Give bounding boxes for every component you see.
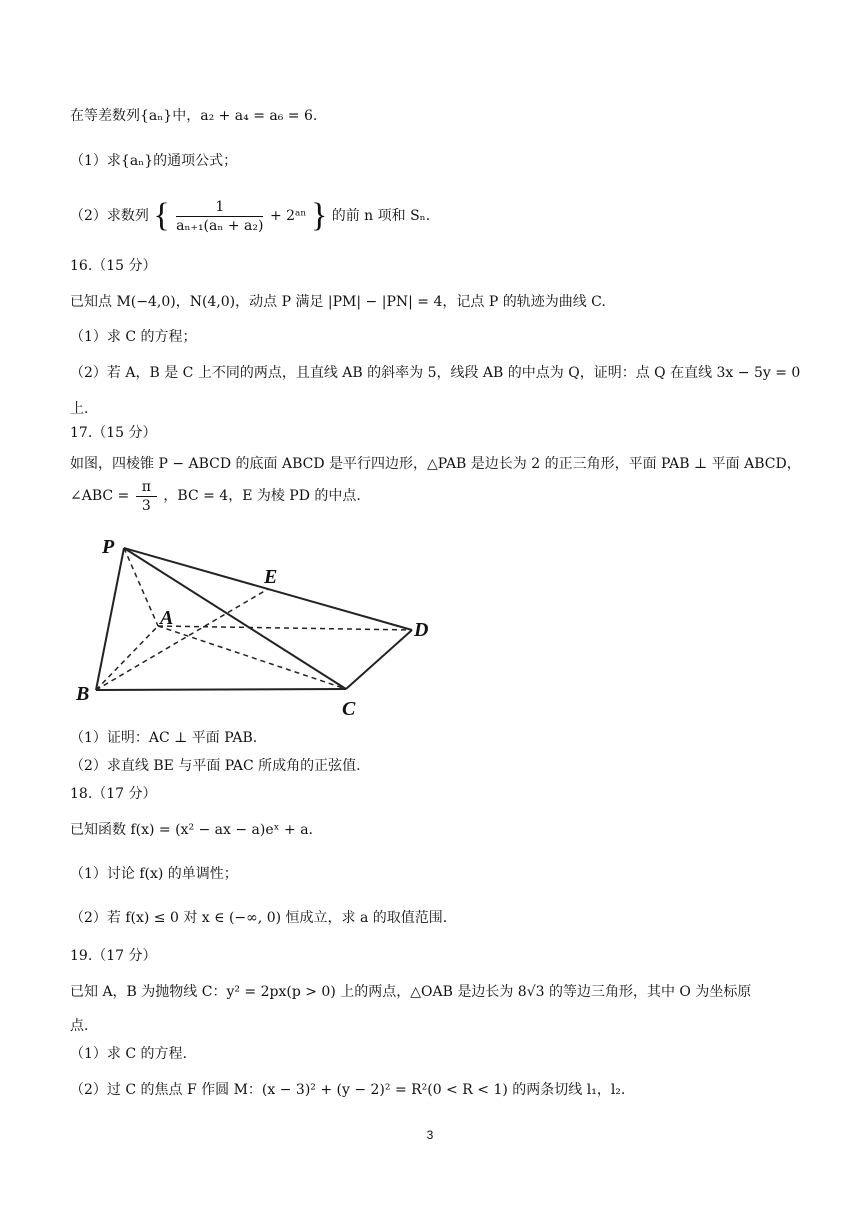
text-fragment: 的前 n 项和 Sₙ. <box>331 208 431 224</box>
question-heading: 18.（17 分） <box>70 786 157 802</box>
vertex-label-e: E <box>264 566 278 588</box>
question-heading: 16.（15 分） <box>70 258 157 274</box>
edge-ad <box>158 626 412 630</box>
edge-ba <box>96 626 158 690</box>
page-number: 3 <box>426 1128 434 1142</box>
vertex-label-d: D <box>414 619 429 641</box>
text-line: 已知点 M(−4,0)，N(4,0)，动点 P 满足 |PM| − |PN| = 4，记点 P 的轨迹为曲线 C. <box>70 294 606 310</box>
text-line: （2）若 f(x) ≤ 0 对 x ∈ (−∞, 0) 恒成立，求 a 的取值范围. <box>70 910 448 926</box>
question-heading: 17.（15 分） <box>70 425 157 441</box>
text-line: （1）求 C 的方程. <box>70 1046 187 1062</box>
fraction-numerator: π <box>136 478 157 497</box>
text-line <box>70 476 361 516</box>
text-line: （1）求 C 的方程； <box>70 329 197 345</box>
text-line: （1）求{aₙ}的通项公式； <box>70 153 238 169</box>
text-line: 如图，四棱锥 P − ABCD 的底面 ABCD 是平行四边形，△PAB 是边长为 2 的正三角形，平面 PAB ⊥ 平面 ABCD， <box>70 456 801 472</box>
fraction-numerator: 1 <box>176 198 263 217</box>
text-fragment: ∠ABC = <box>70 488 130 504</box>
text-line: （2）过 C 的焦点 F 作圆 M：(x − 3)² + (y − 2)² = R²(0 < R < 1) 的两条切线 l₁，l₂. <box>70 1082 626 1098</box>
text-line: （1）讨论 f(x) 的单调性； <box>70 866 238 882</box>
brace-left: { <box>153 197 170 234</box>
text-line: 点. <box>70 1018 89 1034</box>
text-line: 已知函数 f(x) = (x² − ax − a)eˣ + a. <box>70 822 314 838</box>
text-line: （2）求直线 BE 与平面 PAC 所成角的正弦值. <box>70 758 361 774</box>
text-line <box>70 196 430 236</box>
text-line: （1）证明：AC ⊥ 平面 PAB. <box>70 730 258 746</box>
brace-right: } <box>310 197 328 234</box>
text-line: 已知 A，B 为抛物线 C：y² = 2px(p > 0) 上的两点，△OAB 是边长为 8√3 的等边三角形，其中 O 为坐标原 <box>70 984 752 1000</box>
text-fragment: + 2ᵃⁿ <box>269 208 307 224</box>
vertex-label-a: A <box>160 607 174 629</box>
edge-pc <box>124 548 346 689</box>
question-heading: 19.（17 分） <box>70 948 157 964</box>
edge-ac <box>158 626 346 689</box>
edge-pb <box>96 548 124 690</box>
text-fragment: （2）求数列 <box>70 208 149 224</box>
edge-be <box>96 589 268 690</box>
vertex-label-p: P <box>102 536 115 558</box>
vertex-label-b: B <box>76 683 90 705</box>
edge-bc <box>96 689 346 690</box>
fraction <box>176 198 263 235</box>
text-line: 在等差数列{aₙ}中，a₂ + a₄ = a₆ = 6. <box>70 108 318 124</box>
text-line: （2）若 A，B 是 C 上不同的两点，且直线 AB 的斜率为 5，线段 AB 的中点为 Q，证明：点 Q 在直线 3x − 5y = 0 <box>70 365 801 381</box>
text-fragment: ，BC = 4，E 为棱 PD 的中点. <box>163 488 361 504</box>
edge-cd <box>346 630 412 689</box>
vertex-label-c: C <box>342 698 356 720</box>
pyramid-figure <box>72 528 442 724</box>
fraction-denominator: aₙ₊₁(aₙ + a₂) <box>176 217 264 234</box>
text-line: 上. <box>70 401 89 417</box>
fraction-denominator: 3 <box>141 497 151 514</box>
fraction <box>136 478 157 515</box>
